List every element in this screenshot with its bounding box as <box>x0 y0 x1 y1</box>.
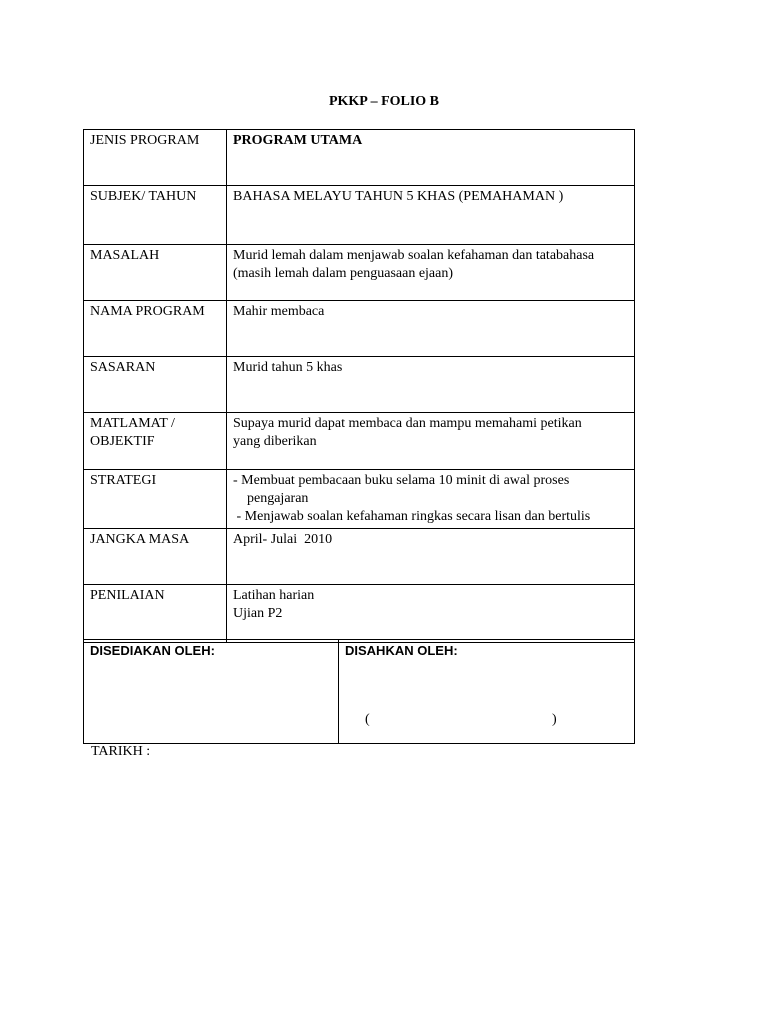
row-value: BAHASA MELAYU TAHUN 5 KHAS (PEMAHAMAN ) <box>227 186 635 245</box>
row-value-line: - Membuat pembacaan buku selama 10 minit di awal proses <box>233 473 570 488</box>
row-value-line: (masih lemah dalam penguasaan ejaan) <box>233 266 454 281</box>
row-value <box>227 470 635 529</box>
row-label: JANGKA MASA <box>84 529 227 585</box>
row-label: SUBJEK/ TAHUN <box>84 186 227 245</box>
page-title: PKKP – FOLIO B <box>328 94 440 109</box>
row-label: STRATEGI <box>84 470 227 529</box>
signature-table <box>83 639 635 744</box>
row-value-line: Supaya murid dapat membaca dan mampu memahami petikan <box>233 416 582 431</box>
table-row <box>84 357 635 413</box>
row-value-line: pengajaran <box>247 491 309 506</box>
approved-by-label: DISAHKAN OLEH: <box>345 643 458 658</box>
row-label-line: OBJEKTIF <box>90 434 155 449</box>
table-row <box>84 186 635 245</box>
row-value-line: Latihan harian <box>233 588 315 603</box>
table-row <box>84 470 635 529</box>
row-value-line: - Menjawab soalan kefahaman ringkas secara lisan dan bertulis <box>233 509 591 524</box>
row-value: Mahir membaca <box>227 301 635 357</box>
table-row <box>84 130 635 186</box>
row-label: JENIS PROGRAM <box>84 130 227 186</box>
row-value-line: Murid lemah dalam menjawab soalan kefahaman dan tatabahasa <box>233 248 595 263</box>
table-row <box>84 413 635 470</box>
prepared-by-cell <box>84 640 339 744</box>
row-value <box>227 245 635 301</box>
row-label: PENILAIAN <box>84 585 227 643</box>
row-value <box>227 413 635 470</box>
row-value: Murid tahun 5 khas <box>227 357 635 413</box>
row-label: MASALAH <box>84 245 227 301</box>
table-row <box>84 529 635 585</box>
name-open-paren: ( <box>365 712 370 727</box>
table-row <box>84 245 635 301</box>
row-value: April- Julai 2010 <box>227 529 635 585</box>
row-label-line: MATLAMAT / <box>90 416 175 431</box>
prepared-by-label: DISEDIAKAN OLEH: <box>90 643 215 658</box>
approved-by-cell <box>339 640 635 744</box>
row-value-line: yang diberikan <box>233 434 317 449</box>
date-label: TARIKH : <box>91 744 151 759</box>
table-row <box>84 585 635 643</box>
row-value-line: Ujian P2 <box>233 606 283 621</box>
row-label: NAMA PROGRAM <box>84 301 227 357</box>
program-table <box>83 129 635 643</box>
row-label: SASARAN <box>84 357 227 413</box>
table-row <box>84 301 635 357</box>
row-value: PROGRAM UTAMA <box>227 130 635 186</box>
row-label <box>84 413 227 470</box>
name-close-paren: ) <box>552 712 557 727</box>
row-value <box>227 585 635 643</box>
